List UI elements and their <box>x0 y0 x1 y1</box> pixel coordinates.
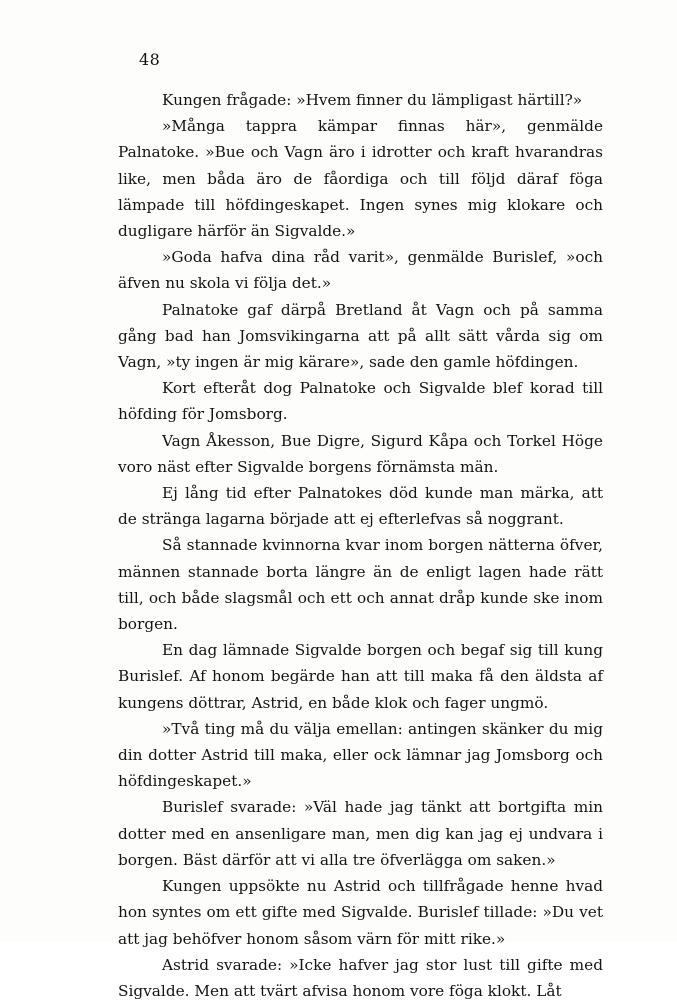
page-number: 48 <box>139 50 161 69</box>
paragraph-2: »Många tappra kämpar finnas här», genmälde Palnatoke. »Bue och Vagn äro i idrotter och kraft hvarandras like, men båda äro de fåordiga och till följd däraf föga lämpade till höfdingeskapet. Ingen synes mig klokare och dugligare härför än Sigvalde.» <box>118 117 603 241</box>
body-text <box>118 87 603 1004</box>
paragraph-6: Vagn Åkesson, Bue Digre, Sigurd Kåpa och Torkel Höge voro näst efter Sigvalde borgens förnämsta män. <box>118 431 603 476</box>
paragraph-11: Burislef svarade: »Väl hade jag tänkt att bortgifta min dotter med en ansenligare man, men dig kan jag ej undvara i borgen. Bäst därför att vi alla tre öfverlägga om saken.» <box>118 798 603 869</box>
paragraph-5: Kort efteråt dog Palnatoke och Sigvalde blef korad till höfding för Jomsborg. <box>118 379 603 424</box>
paragraph-9: En dag lämnade Sigvalde borgen och begaf sig till kung Burislef. Af honom begärde han att till maka få den äldsta af kungens döttrar, Astrid, en både klok och fager ungmö. <box>118 641 603 712</box>
paragraph-7: Ej lång tid efter Palnatokes död kunde man märka, att de stränga lagarna började att ej efterlefvas så noggrant. <box>118 484 603 529</box>
paragraph-3: »Goda hafva dina råd varit», genmälde Burislef, »och äfven nu skola vi följa det.» <box>118 248 603 293</box>
paragraph-10: »Två ting må du välja emellan: antingen skänker du mig din dotter Astrid till maka, eller ock lämnar jag Jomsborg och höfdingeskapet.» <box>118 719 603 791</box>
paragraph-13: Astrid svarade: »Icke hafver jag stor lust till gifte med Sigvalde. Men att tvärt afvisa honom vore föga klokt. Låt <box>118 955 603 1000</box>
paragraph-4: Palnatoke gaf därpå Bretland åt Vagn och på samma gång bad han Jomsvikingarna att på allt sätt vårda sig om Vagn, »ty ingen är mig kärare», sade den gamle höfdingen. <box>118 300 603 372</box>
paragraph-1: Kungen frågade: »Hvem finner du lämpligast härtill?» <box>162 91 583 109</box>
paragraph-12: Kungen uppsökte nu Astrid och tillfrågade henne hvad hon syntes om ett gifte med Sigvalde. Burislef tillade: »Du vet att jag behöfver honom såsom värn för mitt rike.» <box>118 877 603 948</box>
paragraph-8: Så stannade kvinnorna kvar inom borgen nätterna öfver, männen stannade borta längre än de enligt lagen hade rätt till, och både slagsmål och ett och annat dråp kunde ske inom borgen. <box>118 536 603 634</box>
